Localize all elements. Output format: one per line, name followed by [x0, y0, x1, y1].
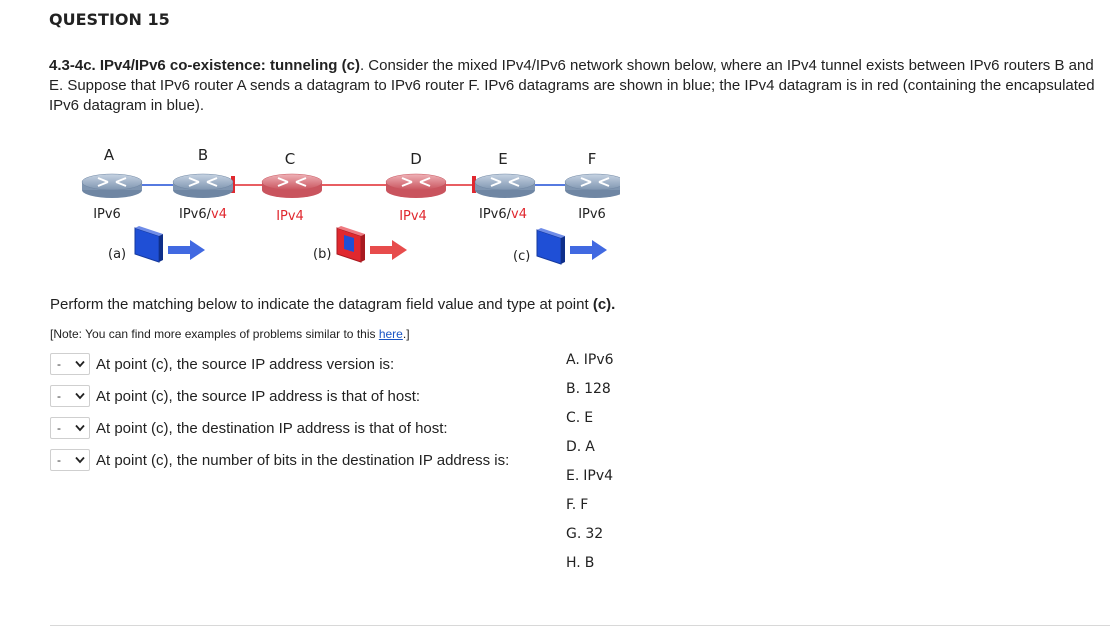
router-c	[262, 150, 322, 224]
ipv6-datagram-c-icon	[537, 228, 565, 264]
network-diagram	[60, 140, 620, 270]
router-label-c: IPv4	[276, 209, 304, 224]
router-letter-a: A	[103, 146, 115, 164]
match-select-2[interactable]: -	[50, 385, 90, 407]
chevron-down-icon	[75, 456, 85, 464]
router-a	[82, 146, 142, 222]
router-letter-c: C	[284, 150, 296, 168]
match-row-4	[50, 448, 509, 472]
chevron-down-icon	[75, 360, 85, 368]
answer-choice: F. F	[566, 497, 589, 513]
match-prompt-2: At point (c), the source IP address is that of host:	[96, 387, 421, 405]
router-letter-f: F	[587, 150, 597, 168]
router-letter-e: E	[498, 150, 508, 168]
answer-choice: B. 128	[566, 381, 611, 397]
match-prompt-1: At point (c), the source IP address version is:	[96, 355, 395, 373]
answer-choice: E. IPv4	[566, 468, 614, 484]
chevron-down-icon	[75, 392, 85, 400]
router-e	[475, 150, 535, 222]
match-prompt-4: At point (c), the number of bits in the destination IP address is:	[96, 451, 510, 469]
match-select-3[interactable]: -	[50, 417, 90, 439]
router-label-f: IPv6	[578, 207, 606, 222]
answer-choice: C. E	[566, 410, 594, 426]
instructions-note: [Note: You can find more examples of problems similar to this here.]	[50, 327, 410, 341]
match-row-2	[50, 384, 420, 408]
ipv4-datagram-b-icon	[337, 226, 365, 262]
question-header: QUESTION 15	[49, 10, 170, 29]
question-title: 4.3-4c. IPv4/IPv6 co-existence: tunneling (c)	[49, 57, 360, 74]
router-letter-d: D	[410, 150, 422, 168]
answer-choice: G. 32	[566, 526, 604, 542]
router-b	[173, 146, 233, 222]
router-d	[386, 150, 446, 224]
router-label-a: IPv6	[93, 207, 121, 222]
match-row-1	[50, 352, 394, 376]
router-label-b: IPv6/v4	[179, 207, 227, 222]
arrow-b-icon	[370, 240, 407, 260]
router-label-e: IPv6/v4	[479, 207, 527, 222]
router-f	[565, 150, 620, 222]
here-link[interactable]: here	[378, 327, 403, 341]
question-body: . Consider the mixed IPv4/IPv6 network shown below, where an IPv4 tunnel exists between IPv6 routers B and E. Suppose that IPv6 router A sends a datagram to IPv6 router F. IPv6 datagrams are shown in blue; the IPv4 datagram is in red (containing the encapsulated IPv6 datagram in blue).	[49, 57, 1095, 114]
ipv6-datagram-a-icon	[135, 226, 163, 262]
instructions-perform: Perform the matching below to indicate the datagram field value and type at point (c).	[50, 296, 616, 313]
answer-choice: A. IPv6	[566, 352, 614, 368]
match-prompt-3: At point (c), the destination IP address is that of host:	[96, 419, 448, 437]
point-label-b: (b)	[313, 247, 332, 262]
point-label-c: (c)	[513, 249, 531, 264]
router-label-d: IPv4	[399, 209, 427, 224]
answer-choice: D. A	[566, 439, 595, 455]
chevron-down-icon	[75, 424, 85, 432]
match-select-1[interactable]: -	[50, 353, 90, 375]
match-row-3	[50, 416, 448, 440]
point-label-a: (a)	[108, 247, 127, 262]
bottom-divider	[50, 625, 1110, 626]
router-letter-b: B	[197, 146, 209, 164]
answer-choice: H. B	[566, 555, 595, 571]
question-prompt	[49, 56, 1099, 116]
match-select-4[interactable]: -	[50, 449, 90, 471]
arrow-a-icon	[168, 240, 205, 260]
arrow-c-icon	[570, 240, 607, 260]
